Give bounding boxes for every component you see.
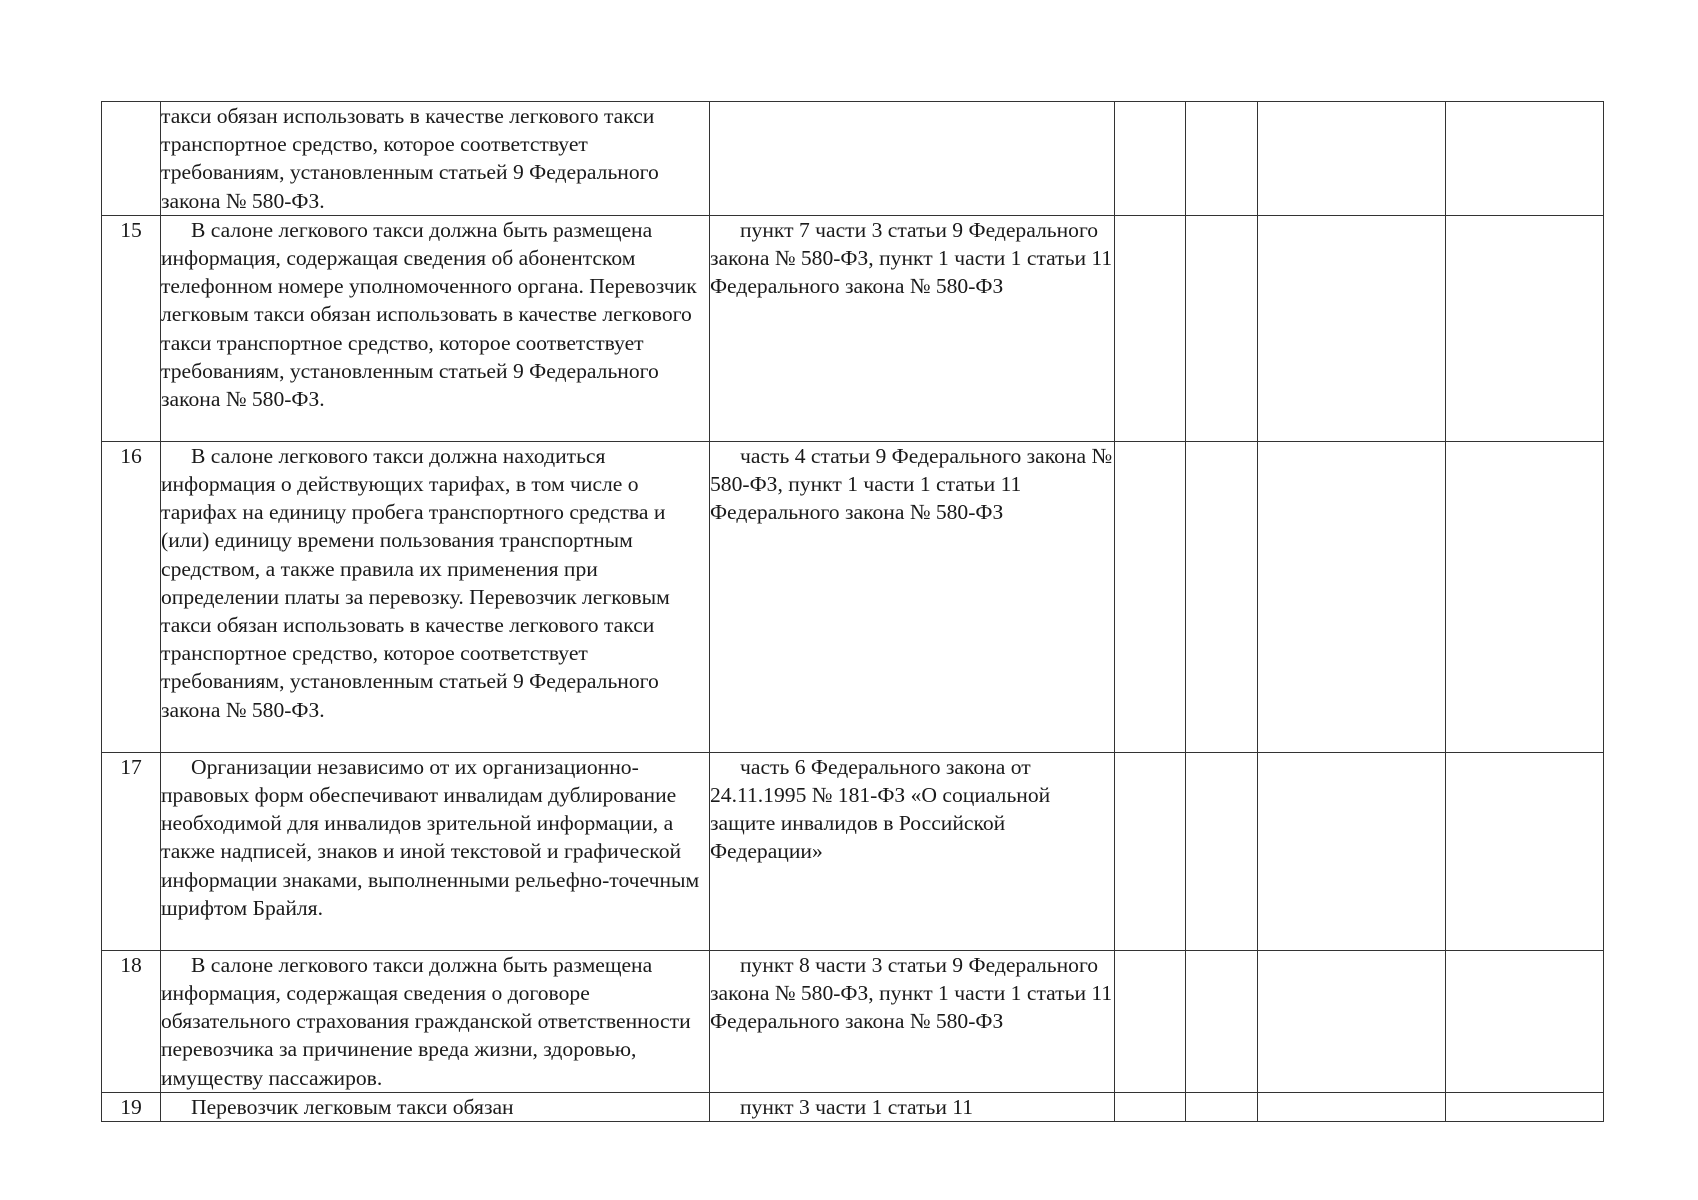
table-row [102, 950, 1604, 1092]
row-number: 15 [102, 215, 161, 441]
requirement-cell [161, 215, 710, 441]
check-cell-na [1258, 215, 1446, 441]
table-row [102, 441, 1604, 752]
row-number: 19 [102, 1092, 161, 1121]
reference-text: пункт 3 части 1 статьи 11 [740, 1094, 974, 1119]
check-cell-no [1186, 215, 1258, 441]
reference-text: пункт 7 части 3 статьи 9 Федерального закона № 580-ФЗ, пункт 1 части 1 статьи 11 Федерального закона № 580-ФЗ [710, 217, 1113, 299]
requirement-cell [161, 752, 710, 950]
requirement-text: Организации независимо от их организационно-правовых форм обеспечивают инвалидам дублирование необходимой для инвалидов зрительной информации, а также надписей, знаков и иной текстовой и графической информации знаками, выполненными рельефно-точечным шрифтом Брайля. [161, 754, 700, 920]
reference-cell [710, 1092, 1115, 1121]
requirement-cell [161, 441, 710, 752]
row-number: 17 [102, 752, 161, 950]
notes-cell [1446, 752, 1604, 950]
row-number: 18 [102, 950, 161, 1092]
table-row [102, 1092, 1604, 1121]
requirement-text: такси обязан использовать в качестве легкового такси транспортное средство, которое соответствует требованиям, установленным статьей 9 Федерального закона № 580-ФЗ. [161, 104, 659, 213]
requirement-text: Перевозчик легковым такси обязан [191, 1094, 514, 1119]
check-cell-yes [1115, 441, 1186, 752]
check-cell-yes [1115, 752, 1186, 950]
reference-text: часть 4 статьи 9 Федерального закона № 580-ФЗ, пункт 1 части 1 статьи 11 Федерального закона № 580-ФЗ [710, 443, 1113, 525]
check-cell-yes [1115, 950, 1186, 1092]
check-cell-no [1186, 441, 1258, 752]
requirement-text: В салоне легкового такси должна находиться информация о действующих тарифах, в том числе о тарифах на единицу пробега транспортного средства и (или) единицу времени пользования транспортным средством, а также правила их применения при определении платы за перевозку. Перевозчик легковым такси обязан использовать в качестве легкового такси транспортное средство, которое соответствует требованиям, установленным статьей 9 Федерального закона № 580-ФЗ. [161, 443, 670, 722]
requirement-cell [161, 950, 710, 1092]
requirement-cell [161, 102, 710, 216]
reference-cell [710, 215, 1115, 441]
reference-text: часть 6 Федерального закона от 24.11.1995 № 181-ФЗ «О социальной защите инвалидов в Российской Федерации» [710, 754, 1051, 864]
check-cell-no [1186, 102, 1258, 216]
check-cell-na [1258, 950, 1446, 1092]
notes-cell [1446, 441, 1604, 752]
notes-cell [1446, 215, 1604, 441]
check-cell-na [1258, 752, 1446, 950]
check-cell-na [1258, 1092, 1446, 1121]
check-cell-no [1186, 752, 1258, 950]
table-row [102, 102, 1604, 216]
row-number [102, 102, 161, 216]
check-cell-yes [1115, 215, 1186, 441]
reference-cell [710, 950, 1115, 1092]
notes-cell [1446, 102, 1604, 216]
table-row [102, 752, 1604, 950]
check-cell-yes [1115, 1092, 1186, 1121]
check-cell-no [1186, 950, 1258, 1092]
row-number: 16 [102, 441, 161, 752]
reference-text: пункт 8 части 3 статьи 9 Федерального закона № 580-ФЗ, пункт 1 части 1 статьи 11 Федерального закона № 580-ФЗ [710, 952, 1113, 1034]
requirement-text: В салоне легкового такси должна быть размещена информация, содержащая сведения о договоре обязательного страхования гражданской ответственности перевозчика за причинение вреда жизни, здоровью, имуществу пассажиров. [161, 952, 691, 1090]
notes-cell [1446, 1092, 1604, 1121]
check-cell-yes [1115, 102, 1186, 216]
requirements-table [101, 101, 1604, 1122]
notes-cell [1446, 950, 1604, 1092]
reference-cell [710, 102, 1115, 216]
table-row [102, 215, 1604, 441]
check-cell-no [1186, 1092, 1258, 1121]
requirement-cell [161, 1092, 710, 1121]
requirement-text: В салоне легкового такси должна быть размещена информация, содержащая сведения об абонентском телефонном номере уполномоченного органа. Перевозчик легковым такси обязан использовать в качестве легкового такси транспортное средство, которое соответствует требованиям, установленным статьей 9 Федерального закона № 580-ФЗ. [161, 217, 697, 412]
reference-cell [710, 752, 1115, 950]
check-cell-na [1258, 102, 1446, 216]
reference-cell [710, 441, 1115, 752]
check-cell-na [1258, 441, 1446, 752]
